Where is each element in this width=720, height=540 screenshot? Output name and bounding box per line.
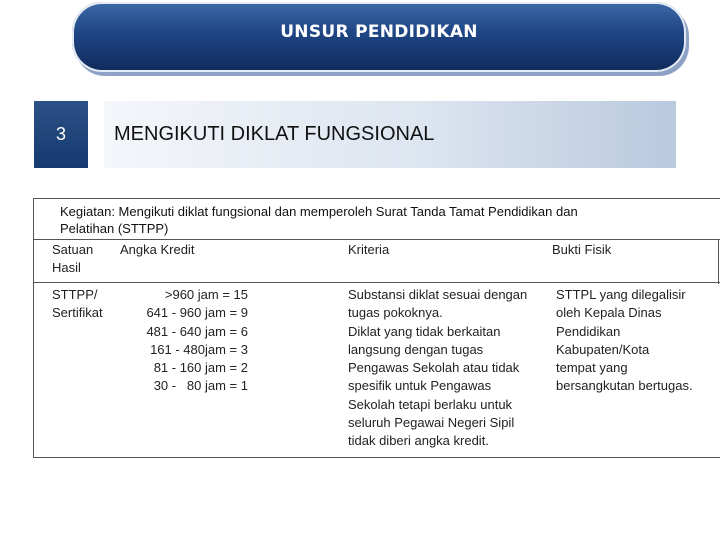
evidence-line: tempat yang: [556, 360, 628, 376]
header-kriteria: Kriteria: [348, 242, 390, 257]
title-banner: [72, 2, 686, 72]
evidence-line: bersangkutan bertugas.: [556, 378, 693, 394]
criteria-table: [33, 198, 720, 458]
evidence-line: Kabupaten/Kota: [556, 341, 650, 357]
credit-line: >960 jam = 15: [164, 287, 248, 302]
table-row: [34, 283, 720, 459]
section-number: 3: [55, 124, 66, 144]
criteria-line: Pengawas Sekolah atau tidak: [348, 360, 520, 376]
header-angka-kredit: Angka Kredit: [120, 242, 195, 257]
criteria-line: seluruh Pegawai Negeri Sipil: [348, 415, 515, 431]
credit-line: 81 - 160 jam = 2: [153, 360, 248, 376]
header-hasil: Hasil: [52, 260, 81, 276]
cell-bukti-fisik: [556, 286, 720, 396]
cell-kriteria: [348, 286, 558, 451]
evidence-line: STTPL yang dilegalisir: [556, 287, 686, 302]
criteria-line: spesifik untuk Pengawas: [348, 378, 492, 394]
criteria-line: Sekolah tetapi berlaku untuk: [348, 396, 513, 412]
section-title: MENGIKUTI DIKLAT FUNGSIONAL: [114, 123, 435, 145]
evidence-line: oleh Kepala Dinas: [556, 305, 662, 321]
credit-line: 30 - 80 jam = 1: [153, 378, 248, 394]
page-title: UNSUR PENDIDIKAN: [280, 22, 478, 42]
criteria-line: langsung dengan tugas: [348, 341, 484, 357]
satuan-line: Sertifikat: [52, 305, 103, 321]
satuan-line: STTPP/: [52, 287, 98, 302]
criteria-line: tidak diberi angka kredit.: [348, 433, 489, 449]
section-heading-box: [104, 101, 676, 168]
criteria-line: tugas pokoknya.: [348, 305, 443, 321]
criteria-line: Substansi diklat sesuai dengan: [348, 287, 528, 302]
activity-line-2: Pelatihan (STTPP): [60, 221, 169, 236]
credit-line: 641 - 960 jam = 9: [146, 305, 248, 321]
header-satuan: Satuan: [52, 242, 94, 257]
header-bukti-fisik: Bukti Fisik: [552, 242, 612, 257]
evidence-line: Pendidikan: [556, 323, 621, 339]
section-number-box: [34, 101, 88, 168]
table-divider: [718, 240, 719, 284]
cell-angka-kredit: [118, 286, 248, 396]
criteria-line: Diklat yang tidak berkaitan: [348, 323, 501, 339]
table-header-row: [34, 239, 720, 283]
credit-line: 481 - 640 jam = 6: [146, 323, 248, 339]
activity-line-1: Kegiatan: Mengikuti diklat fungsional dan memperoleh Surat Tanda Tamat Pendidikan dan: [60, 204, 578, 219]
credit-line: 161 - 480jam = 3: [150, 341, 248, 357]
activity-description: [34, 199, 720, 239]
